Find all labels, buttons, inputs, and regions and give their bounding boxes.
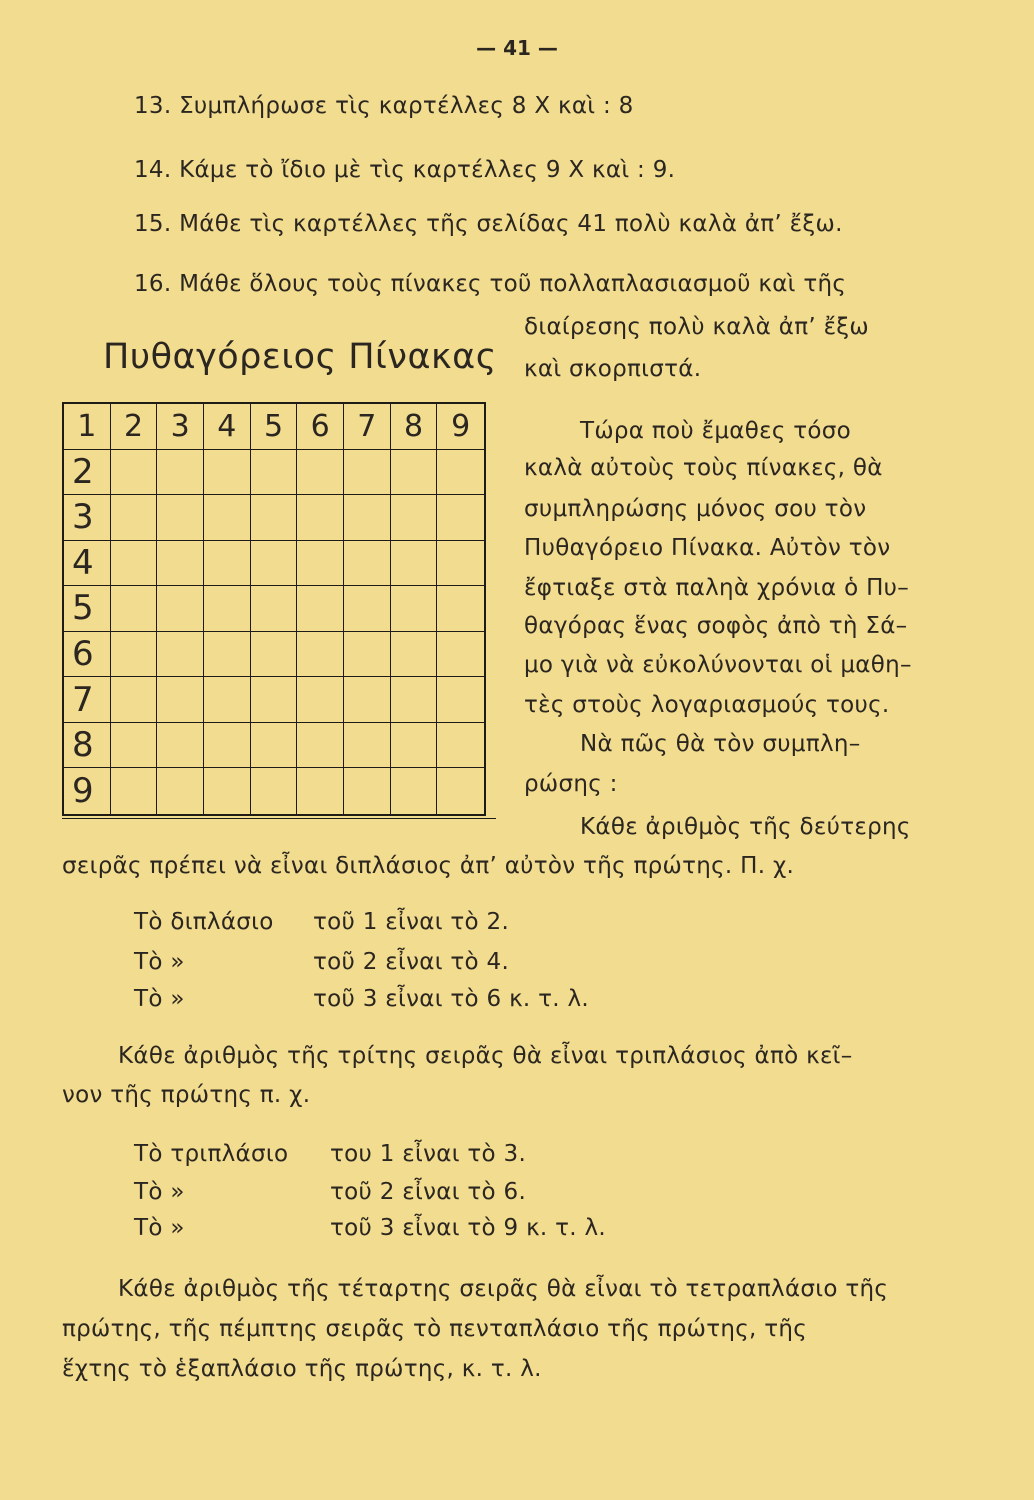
empty-cell <box>157 723 204 769</box>
empty-cell <box>111 541 158 587</box>
empty-cell <box>437 450 484 496</box>
exercise-16-end: καὶ σκορπιστά. <box>524 356 702 382</box>
row-header-cell: 9 <box>64 768 111 814</box>
row-header-cell: 5 <box>64 586 111 632</box>
paragraph-line: ρώσης : <box>524 771 618 797</box>
example-value: τοῦ 3 εἶναι τὸ 6 κ. τ. λ. <box>313 986 590 1012</box>
paragraph-line: σειρᾶς πρέπει νὰ εἶναι διπλάσιος ἀπ’ αὐτὸν τῆς πρώτης. Π. χ. <box>62 853 795 879</box>
example-value: τοῦ 2 εἶναι τὸ 6. <box>330 1179 527 1205</box>
header-cell: 4 <box>204 404 251 450</box>
table-underline <box>62 818 496 819</box>
row-header-cell: 3 <box>64 495 111 541</box>
exercise-15: 15. Μάθε τὶς καρτέλλες τῆς σελίδας 41 πολὺ καλὰ ἀπ’ ἔξω. <box>134 211 843 237</box>
empty-cell <box>391 723 438 769</box>
page-number: — 41 — <box>476 36 558 60</box>
row-header-cell: 2 <box>64 450 111 496</box>
empty-cell <box>297 677 344 723</box>
paragraph-line: μο γιὰ νὰ εὐκολύνονται οἱ μαθη– <box>524 652 912 678</box>
empty-cell <box>204 768 251 814</box>
empty-cell <box>344 541 391 587</box>
exercise-16: 16. Μάθε ὅλους τοὺς πίνακες τοῦ πολλαπλασιασμοῦ καὶ τῆς <box>134 271 847 297</box>
empty-cell <box>344 450 391 496</box>
empty-cell <box>157 495 204 541</box>
empty-cell <box>111 450 158 496</box>
empty-cell <box>391 586 438 632</box>
empty-cell <box>437 677 484 723</box>
empty-cell <box>204 586 251 632</box>
empty-cell <box>297 450 344 496</box>
example-label: Τὸ διπλάσιο <box>134 909 274 935</box>
empty-cell <box>157 450 204 496</box>
row-header-cell: 4 <box>64 541 111 587</box>
empty-cell <box>111 632 158 678</box>
empty-cell <box>204 677 251 723</box>
header-cell: 6 <box>297 404 344 450</box>
row-header-cell: 7 <box>64 677 111 723</box>
empty-cell <box>111 768 158 814</box>
empty-cell <box>204 632 251 678</box>
example-label: Τὸ » <box>134 949 185 975</box>
empty-cell <box>251 723 298 769</box>
empty-cell <box>297 495 344 541</box>
empty-cell <box>391 768 438 814</box>
example-label: Τὸ τριπλάσιο <box>134 1141 289 1167</box>
empty-cell <box>251 450 298 496</box>
table-title: Πυθαγόρειος Πίνακας <box>103 337 497 377</box>
empty-cell <box>157 677 204 723</box>
paragraph-line: Κάθε ἀριθμὸς τῆς τρίτης σειρᾶς θὰ εἶναι τριπλάσιος ἀπὸ κεῖ– <box>118 1043 853 1069</box>
header-cell: 7 <box>344 404 391 450</box>
paragraph-line: νον τῆς πρώτης π. χ. <box>62 1082 311 1108</box>
empty-cell <box>344 586 391 632</box>
empty-cell <box>111 495 158 541</box>
header-cell: 8 <box>391 404 438 450</box>
empty-cell <box>251 586 298 632</box>
paragraph-line: θαγόρας ἕνας σοφὸς ἀπὸ τὴ Σά– <box>524 613 908 639</box>
empty-cell <box>251 495 298 541</box>
empty-cell <box>437 541 484 587</box>
empty-cell <box>297 541 344 587</box>
example-value: τοῦ 3 εἶναι τὸ 9 κ. τ. λ. <box>330 1215 607 1241</box>
empty-cell <box>111 677 158 723</box>
empty-cell <box>251 632 298 678</box>
empty-cell <box>204 723 251 769</box>
empty-cell <box>391 677 438 723</box>
pythagorean-table <box>62 402 486 816</box>
header-cell: 2 <box>111 404 158 450</box>
row-header-cell: 6 <box>64 632 111 678</box>
empty-cell <box>344 632 391 678</box>
empty-cell <box>344 768 391 814</box>
empty-cell <box>437 586 484 632</box>
empty-cell <box>437 495 484 541</box>
row-header-cell: 8 <box>64 723 111 769</box>
paragraph-line: ἔφτιαξε στὰ παληὰ χρόνια ὁ Πυ– <box>524 575 910 601</box>
paragraph-line: Κάθε ἀριθμὸς τῆς δεύτερης <box>580 814 911 840</box>
paragraph-line: Νὰ πῶς θὰ τὸν συμπλη– <box>580 731 861 757</box>
header-cell: 1 <box>64 404 111 450</box>
empty-cell <box>157 541 204 587</box>
empty-cell <box>344 677 391 723</box>
empty-cell <box>204 541 251 587</box>
empty-cell <box>157 632 204 678</box>
header-cell: 3 <box>157 404 204 450</box>
header-cell: 5 <box>251 404 298 450</box>
paragraph-line: Τώρα ποὺ ἔμαθες τόσο <box>580 418 852 444</box>
empty-cell <box>111 723 158 769</box>
empty-cell <box>391 632 438 678</box>
paragraph-line: Κάθε ἀριθμὸς τῆς τέταρτης σειρᾶς θὰ εἶναι τὸ τετραπλάσιο τῆς <box>118 1276 889 1302</box>
empty-cell <box>204 495 251 541</box>
empty-cell <box>391 450 438 496</box>
empty-cell <box>391 541 438 587</box>
empty-cell <box>437 723 484 769</box>
empty-cell <box>297 586 344 632</box>
example-label: Τὸ » <box>134 986 185 1012</box>
empty-cell <box>437 768 484 814</box>
empty-cell <box>297 632 344 678</box>
empty-cell <box>391 495 438 541</box>
empty-cell <box>251 768 298 814</box>
empty-cell <box>157 586 204 632</box>
example-value: τοῦ 1 εἶναι τὸ 2. <box>313 909 510 935</box>
example-value: τοῦ 2 εἶναι τὸ 4. <box>313 949 510 975</box>
exercise-14: 14. Κάμε τὸ ἴδιο μὲ τὶς καρτέλλες 9 Χ καὶ : 9. <box>134 157 676 183</box>
example-label: Τὸ » <box>134 1179 185 1205</box>
paragraph-line: καλὰ αὐτοὺς τοὺς πίνακες, θὰ <box>524 455 883 481</box>
empty-cell <box>297 723 344 769</box>
empty-cell <box>297 768 344 814</box>
exercise-13: 13. Συμπλήρωσε τὶς καρτέλλες 8 Χ καὶ : 8 <box>134 93 634 119</box>
paragraph-line: συμπληρώσης μόνος σου τὸν <box>524 496 867 522</box>
paragraph-line: τὲς στοὺς λογαριασμούς τους. <box>524 692 890 718</box>
paragraph-line: πρώτης, τῆς πέμπτης σειρᾶς τὸ πενταπλάσιο τῆς πρώτης, τῆς <box>62 1316 808 1342</box>
example-label: Τὸ » <box>134 1215 185 1241</box>
paragraph-line: ἕχτης τὸ ἑξαπλάσιο τῆς πρώτης, κ. τ. λ. <box>62 1356 542 1382</box>
empty-cell <box>344 723 391 769</box>
exercise-16-continued: διαίρεσης πολὺ καλὰ ἀπ’ ἔξω <box>524 314 869 340</box>
paragraph-line: Πυθαγόρειο Πίνακα. Αὐτὸν τὸν <box>524 535 891 561</box>
empty-cell <box>111 586 158 632</box>
example-value: του 1 εἶναι τὸ 3. <box>330 1141 527 1167</box>
empty-cell <box>251 541 298 587</box>
empty-cell <box>204 450 251 496</box>
empty-cell <box>344 495 391 541</box>
empty-cell <box>251 677 298 723</box>
header-cell: 9 <box>437 404 484 450</box>
empty-cell <box>157 768 204 814</box>
empty-cell <box>437 632 484 678</box>
